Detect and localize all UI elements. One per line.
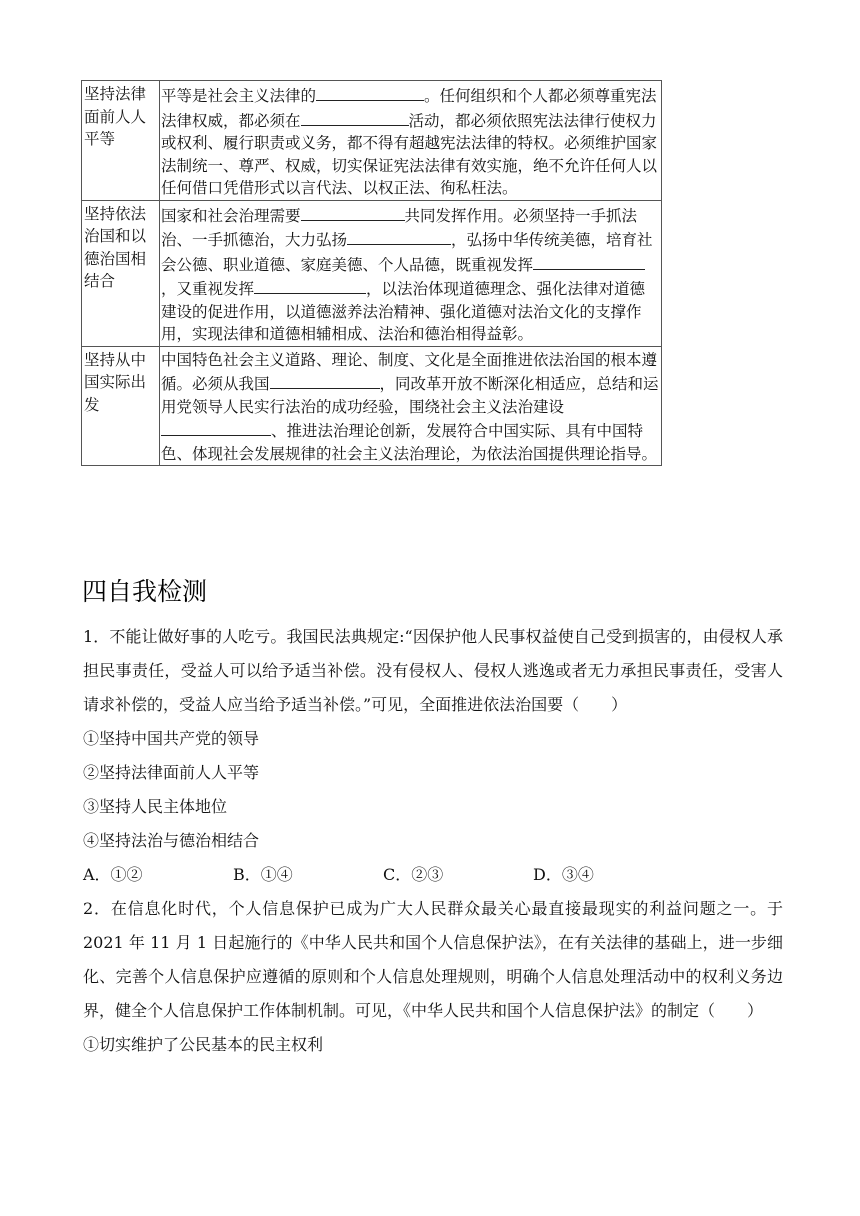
table-row [82,81,662,201]
fill-blank[interactable] [347,227,451,245]
question-stem: 1．不能让做好事的人吃亏。我国民法典规定:“因保护他人民事权益使自己受到损害的，由侵权人承担民事责任，受益人可以给予适当补偿。没有侵权人、侵权人逃逸或者无力承担民事责任，受害人请求补偿的，受益人应当给予适当补偿。”可见，全面推进依法治国要（ ） [83,627,783,714]
fill-blank[interactable] [254,276,366,294]
row-body: 平等是社会主义法律的 。任何组织和个人都必须尊重宪法法律权威，都必须在 活动，都必须依照宪法法律行使权力或权利、履行职责或义务，都不得有超越宪法法律的特权。必须维护国家法制统一、尊严、权威，切实保证宪法法律有效实施，绝不允许任何人以任何借口凭借形式以言代法、以权正法、徇私枉法。 [160,81,662,201]
table-row [82,346,662,466]
principles-table-container [81,80,662,466]
answer-choices [83,858,783,892]
fill-blank[interactable] [301,203,405,221]
choice-a[interactable]: A．①② [83,865,143,884]
fill-blank[interactable] [161,418,271,436]
option-item: ③坚持人民主体地位 [83,797,228,816]
row-topic: 坚持依法治国和以德治国相结合 [82,200,160,346]
table-row [82,200,662,346]
section-title: 四自我检测 [82,577,208,606]
question-1 [83,620,783,892]
row-body: 国家和社会治理需要 共同发挥作用。必须坚持一手抓法治、一手抓德治，大力弘扬 ，弘扬中华传统美德，培育社会公德、职业道德、家庭美德、个人品德，既重视发挥，又重视发挥 ，以法治体现道德理念、强化法律对道德建设的促进作用，以道德滋养法治精神、强化道德对法治文化的支撑作用，实现法律和道德相辅相成、法治和德治相得益彰。 [160,200,662,346]
row-topic: 坚持法律面前人人平等 [82,81,160,201]
fill-blank[interactable] [316,83,424,101]
fill-blank[interactable] [533,252,645,270]
question-2 [83,892,783,1062]
option-item: ④坚持法治与德治相结合 [83,831,260,850]
fill-blank[interactable] [270,371,380,389]
option-item: ①切实维护了公民基本的民主权利 [83,1035,324,1054]
row-body: 中国特色社会主义道路、理论、制度、文化是全面推进依法治国的根本遵循。必须从我国 ，同改革开放不断深化相适应，总结和运用党领导人民实行法治的成功经验，围绕社会主义法治建设、推进法治理论创新，发展符合中国实际、具有中国特色、体现社会发展规律的社会主义法治理论，为依法治国提供理论指导。 [160,346,662,466]
choice-b[interactable]: B．①④ [233,865,293,884]
questions [83,620,783,1062]
fill-blank[interactable] [301,108,409,126]
question-stem: 2．在信息化时代，个人信息保护已成为广大人民群众最关心最直接最现实的利益问题之一。于 2021 年 11 月 1 日起施行的《中华人民共和国个人信息保护法》，在有关法律的基础上，进一步细化、完善个人信息保护应遵循的原则和个人信息处理规则，明确个人信息处理活动中的权利义务边界，健全个人信息保护工作体制机制。可见，《中华人民共和国个人信息保护法》的制定（ ） [83,899,783,1020]
option-item: ②坚持法律面前人人平等 [83,763,260,782]
option-item: ①坚持中国共产党的领导 [83,729,260,748]
choice-c[interactable]: C．②③ [383,865,444,884]
choice-d[interactable]: D．③④ [533,865,594,884]
row-topic: 坚持从中国实际出发 [82,346,160,466]
principles-table [81,80,662,466]
